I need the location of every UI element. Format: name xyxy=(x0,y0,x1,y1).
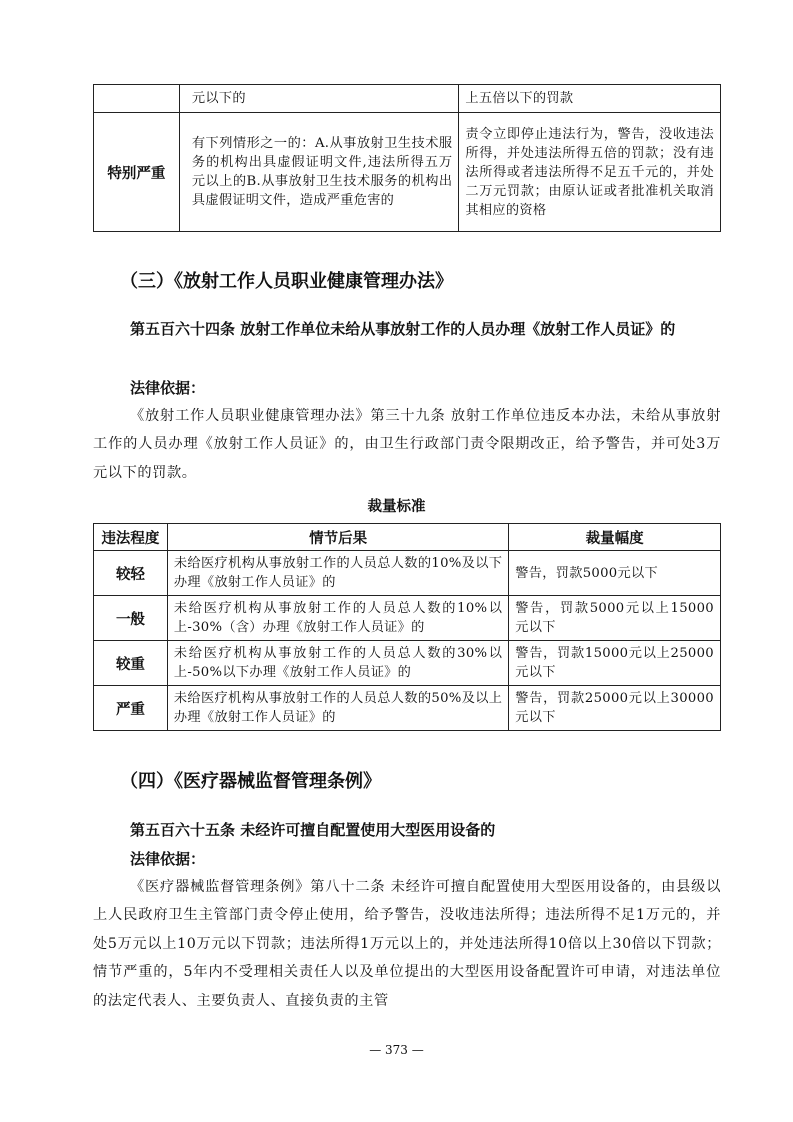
circumstance-cell: 未给医疗机构从事放射工作的人员总人数的30%以上-50%以下办理《放射工作人员证》的 xyxy=(167,641,508,686)
penalty-cell: 警告，罚款25000元以上30000元以下 xyxy=(509,686,721,731)
circumstance-cell: 未给医疗机构从事放射工作的人员总人数的50%及以上办理《放射工作人员证》的 xyxy=(167,686,508,731)
basis-text: 《医疗器械监督管理条例》第八十二条 未经许可擅自配置使用大型医用设备的，由县级以上人民政府卫生主管部门责令停止使用，给予警告，没收违法所得；违法所得不足1万元的，并处5万元以上10万元以下罚款；违法所得1万元以上的，并处违法所得10倍以上30倍以下罚款；情节严重的，5年内不受理相关责任人以及单位提出的大型医用设备配置许可申请，对违法单位的法定代表人、主要负责人、直接负责的主管 xyxy=(93,879,721,1009)
level-cell: 严重 xyxy=(94,686,168,731)
penalty-cell: 责令立即停止违法行为，警告，没收违法所得，并处违法所得五倍的罚款；没有违法所得或者违法所得不足五千元的，并处二万元罚款；由原认证或者批准机关取消其相应的资格 xyxy=(459,113,721,232)
article-title: 第五百六十四条 放射工作单位未给从事放射工作的人员办理《放射工作人员证》的 xyxy=(130,320,676,338)
level-cell: 一般 xyxy=(94,596,168,641)
table-row xyxy=(94,113,721,232)
circumstance-cell: 元以下的 xyxy=(179,85,459,113)
header-level: 违法程度 xyxy=(94,524,168,551)
section-heading: （三）《放射工作人员职业健康管理办法》 xyxy=(120,271,453,292)
section-heading: （四）《医疗器械监督管理条例》 xyxy=(120,771,381,792)
table-row xyxy=(94,596,721,641)
basis-text: 《放射工作人员职业健康管理办法》第三十九条 放射工作单位违反本办法，未给从事放射工作的人员办理《放射工作人员证》的，由卫生行政部门责令限期改正，给予警告，并可处3万元以下的罚款。 xyxy=(93,408,721,481)
level-cell xyxy=(94,85,180,113)
top-penalty-table xyxy=(93,84,721,232)
table-row xyxy=(94,85,721,113)
circumstance-cell: 未给医疗机构从事放射工作的人员总人数的10%以上-30%（含）办理《放射工作人员证》的 xyxy=(167,596,508,641)
table-row xyxy=(94,641,721,686)
level-cell: 较重 xyxy=(94,641,168,686)
circumstance-cell: 有下列情形之一的：A.从事放射卫生技术服务的机构出具虚假证明文件,违法所得五万元以上的B.从事放射卫生技术服务的机构出具虚假证明文件，造成严重危害的 xyxy=(179,113,459,232)
header-circumstance: 情节后果 xyxy=(167,524,508,551)
penalty-cell: 上五倍以下的罚款 xyxy=(459,85,721,113)
basis-label: 法律依据： xyxy=(130,850,206,868)
level-cell: 较轻 xyxy=(94,551,168,596)
table-row xyxy=(94,686,721,731)
table-title: 裁量标准 xyxy=(367,499,426,515)
basis-label: 法律依据： xyxy=(130,379,206,397)
circumstance-cell: 未给医疗机构从事放射工作的人员总人数的10%及以下办理《放射工作人员证》的 xyxy=(167,551,508,596)
level-cell: 特别严重 xyxy=(94,113,180,232)
page-number: — 373 — xyxy=(369,1043,424,1057)
penalty-cell: 警告，罚款5000元以下 xyxy=(509,551,721,596)
article-title: 第五百六十五条 未经许可擅自配置使用大型医用设备的 xyxy=(130,821,496,839)
penalty-cell: 警告，罚款5000元以上15000元以下 xyxy=(509,596,721,641)
table-header-row xyxy=(94,524,721,551)
table-row xyxy=(94,551,721,596)
discretion-standard-table xyxy=(93,523,721,731)
penalty-cell: 警告，罚款15000元以上25000元以下 xyxy=(509,641,721,686)
header-penalty: 裁量幅度 xyxy=(509,524,721,551)
